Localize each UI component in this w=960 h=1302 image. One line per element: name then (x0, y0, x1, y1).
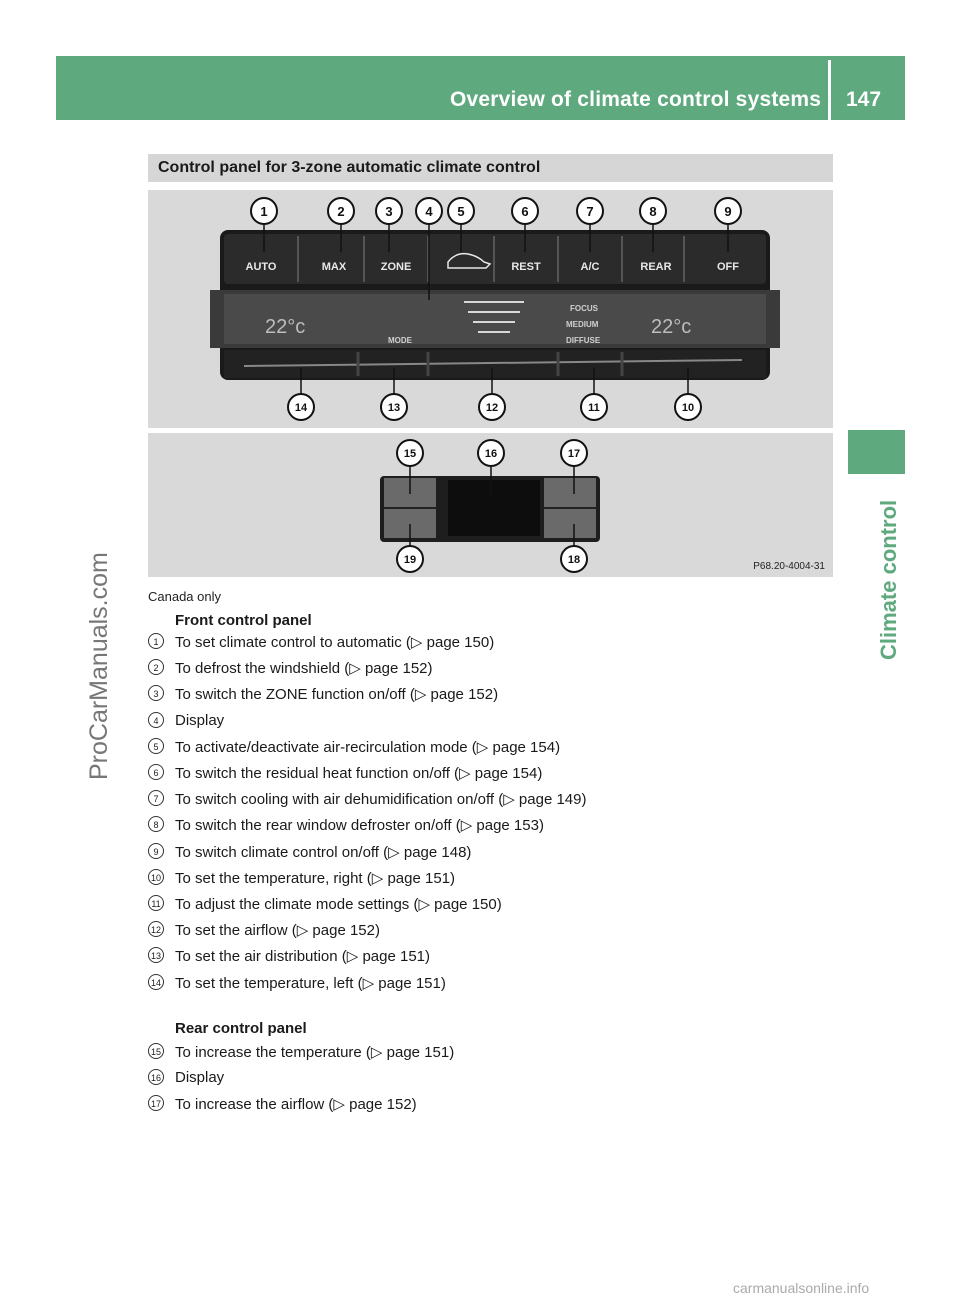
list-item (148, 1069, 828, 1091)
list-item-number: 13 (148, 947, 164, 963)
control-panel-illustration (148, 190, 833, 577)
button-zone-label: ZONE (380, 261, 412, 273)
list-item-number: 5 (148, 738, 164, 754)
callout-2: 2 (337, 204, 345, 219)
list-item (148, 764, 828, 786)
list-item (148, 1095, 828, 1117)
list-item-text: To set the airflow (▷ page 152) (175, 922, 380, 940)
callout-5: 5 (457, 204, 465, 219)
callout-18: 18 (567, 554, 581, 566)
callout-17: 17 (567, 448, 581, 460)
button-off-label: OFF (717, 261, 739, 273)
list-item-text: To increase the airflow (▷ page 152) (175, 1096, 417, 1114)
list-item-number: 7 (148, 790, 164, 806)
callout-1: 1 (260, 204, 268, 219)
callout-8: 8 (649, 204, 657, 219)
display-medium-label: MEDIUM (566, 320, 599, 329)
list-item-text: To switch cooling with air dehumidification on/off (▷ page 149) (175, 791, 587, 809)
list-item-text: To switch the ZONE function on/off (▷ page 152) (175, 686, 499, 704)
rear-panel-heading: Rear control panel (175, 1019, 307, 1037)
list-item-number: 17 (148, 1095, 164, 1111)
callout-19: 19 (403, 554, 417, 566)
list-item-text: To set climate control to automatic (▷ page 150) (175, 634, 495, 651)
list-item-number: 4 (148, 712, 164, 728)
side-tab (848, 430, 905, 474)
figure-code: P68.20-4004-31 (753, 561, 825, 572)
control-panel-figure (148, 190, 833, 577)
display-diffuse-label: DIFFUSE (566, 336, 601, 345)
callout-10: 10 (681, 402, 695, 414)
callout-16: 16 (484, 448, 498, 460)
list-item-text: Display (175, 1069, 225, 1086)
list-item (148, 790, 828, 812)
button-ac-label: A/C (580, 261, 600, 273)
display-mode-label: MODE (388, 336, 412, 345)
display-right-temp: 22°c (651, 316, 692, 338)
list-item-text: To increase the temperature (▷ page 151) (175, 1043, 455, 1061)
button-auto-label: AUTO (245, 261, 277, 273)
list-item-text: Display (175, 711, 225, 729)
list-item-number: 6 (148, 764, 164, 780)
list-item (148, 659, 828, 681)
display-left-temp: 22°c (265, 316, 306, 338)
watermark-bottom: carmanualsonline.info (733, 1280, 870, 1296)
header-divider (828, 60, 831, 120)
list-item-number: 3 (148, 685, 164, 701)
list-item-text: To set the temperature, right (▷ page 151) (175, 869, 456, 887)
list-item (148, 1043, 828, 1065)
callout-4: 4 (425, 204, 433, 219)
callout-13: 13 (387, 402, 401, 414)
list-item-number: 9 (148, 843, 164, 859)
list-item (148, 947, 828, 969)
watermark-side: ProCarManuals.com (85, 552, 113, 780)
list-item-number: 1 (148, 633, 164, 649)
chapter-side-label: Climate control (876, 499, 901, 660)
page-number: 147 (846, 88, 882, 111)
callout-9: 9 (724, 204, 732, 219)
list-item (148, 895, 828, 917)
list-item-number: 8 (148, 816, 164, 832)
list-item (148, 633, 828, 655)
list-item-text: To set the air distribution (▷ page 151) (175, 948, 431, 966)
display-focus-label: FOCUS (570, 304, 598, 313)
section-title: Control panel for 3-zone automatic climate control (158, 159, 541, 176)
list-item-text: To switch the rear window defroster on/off (▷ page 153) (175, 817, 544, 835)
list-item-text: To switch climate control on/off (▷ page 148) (175, 843, 472, 861)
list-item (148, 974, 828, 996)
list-item-text: To set the temperature, left (▷ page 151) (175, 974, 446, 992)
list-item-text: To adjust the climate mode settings (▷ page 150) (175, 896, 502, 913)
list-item-number: 2 (148, 659, 164, 675)
list-item (148, 816, 828, 838)
list-item-number: 12 (148, 921, 164, 937)
list-item-number: 16 (148, 1069, 164, 1085)
front-panel-heading: Front control panel (175, 612, 312, 629)
callout-15: 15 (403, 448, 417, 460)
button-rest-label: REST (511, 261, 541, 273)
list-item-number: 14 (148, 974, 164, 990)
list-item-number: 15 (148, 1043, 164, 1059)
figure-caption: Canada only (148, 589, 221, 604)
list-item (148, 712, 828, 734)
callout-7: 7 (586, 204, 594, 219)
callout-11: 11 (588, 402, 600, 414)
list-item (148, 738, 828, 760)
page-header-title: Overview of climate control systems (450, 88, 822, 111)
callout-3: 3 (385, 204, 393, 219)
button-rear-label: REAR (640, 261, 672, 273)
section-header (148, 154, 833, 182)
list-item-text: To activate/deactivate air-recirculation mode (▷ page 154) (175, 738, 561, 756)
list-item (148, 685, 828, 707)
list-item-number: 11 (148, 895, 164, 911)
list-item (148, 843, 828, 865)
callout-12: 12 (485, 402, 499, 414)
button-max-label: MAX (321, 261, 347, 273)
callout-14: 14 (294, 402, 308, 414)
callout-6: 6 (521, 204, 529, 219)
list-item-text: To switch the residual heat function on/off (▷ page 154) (175, 765, 543, 782)
list-item (148, 921, 828, 943)
list-item (148, 869, 828, 891)
list-item-number: 10 (148, 869, 164, 885)
list-item-text: To defrost the windshield (▷ page 152) (175, 660, 433, 678)
